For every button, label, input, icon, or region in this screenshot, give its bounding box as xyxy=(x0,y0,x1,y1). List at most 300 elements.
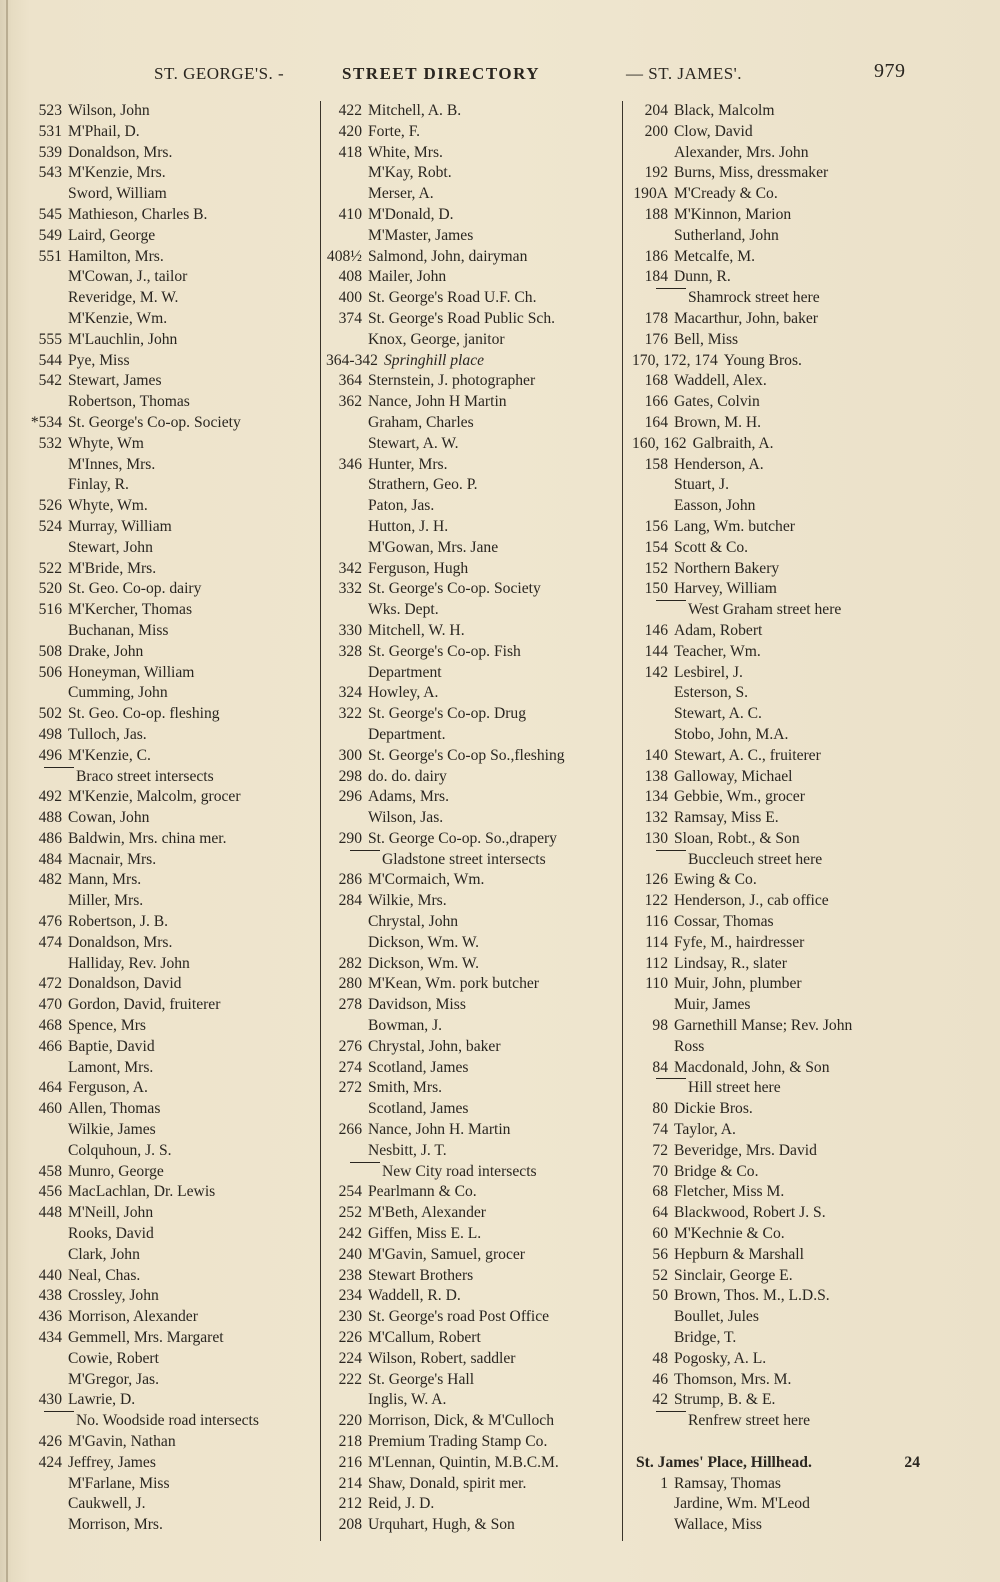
resident-name: Colquhoun, J. S. xyxy=(68,1141,172,1159)
street-intersection-note xyxy=(20,767,320,788)
resident-name: Scotland, James xyxy=(368,1100,469,1118)
resident-name: Jeffrey, James xyxy=(68,1453,156,1471)
house-number: 472 xyxy=(38,975,62,993)
directory-entry xyxy=(326,995,626,1016)
house-number xyxy=(20,1494,68,1515)
directory-entry xyxy=(632,621,932,642)
resident-name: M'Gavin, Samuel, grocer xyxy=(368,1245,525,1263)
directory-entry xyxy=(326,829,626,850)
resident-name: Macnair, Mrs. xyxy=(68,850,157,868)
directory-entry xyxy=(632,1203,932,1224)
house-number xyxy=(20,1515,68,1536)
house-number: 138 xyxy=(644,767,668,785)
dash-rule xyxy=(44,1411,74,1432)
directory-entry xyxy=(632,1286,932,1307)
resident-name: Sinclair, George E. xyxy=(674,1266,793,1284)
directory-entry xyxy=(632,683,932,704)
directory-entry xyxy=(326,1078,626,1099)
directory-entry xyxy=(326,870,626,891)
directory-entry xyxy=(326,1328,626,1349)
resident-name: Mitchell, W. H. xyxy=(368,621,465,639)
house-number: 208 xyxy=(338,1516,362,1534)
resident-name: St. George's road Post Office xyxy=(368,1308,550,1326)
resident-name: Northern Bakery xyxy=(674,559,780,577)
directory-entry xyxy=(20,850,320,871)
house-number xyxy=(20,184,68,205)
resident-name: Stobo, John, M.A. xyxy=(674,725,789,743)
resident-name: Paton, Jas. xyxy=(368,497,435,515)
directory-entry xyxy=(326,288,626,309)
directory-entry xyxy=(632,995,932,1016)
resident-name: Macdonald, John, & Son xyxy=(674,1058,830,1076)
house-number xyxy=(326,808,368,829)
house-number: 492 xyxy=(38,788,62,806)
directory-entry xyxy=(326,309,626,330)
directory-entry xyxy=(632,1099,932,1120)
house-number: 474 xyxy=(38,933,62,951)
house-number xyxy=(20,288,68,309)
house-number: 126 xyxy=(644,871,668,889)
directory-entry xyxy=(326,122,626,143)
resident-name: Ferguson, Hugh xyxy=(368,559,469,577)
house-number: 488 xyxy=(38,809,62,827)
directory-entry xyxy=(632,870,932,891)
house-number: 214 xyxy=(338,1474,362,1492)
resident-name: Inglis, W. A. xyxy=(368,1391,447,1409)
directory-entry xyxy=(632,267,932,288)
directory-entry xyxy=(20,1182,320,1203)
house-number xyxy=(632,995,674,1016)
directory-entry xyxy=(20,559,320,580)
resident-name: M'Bride, Mrs. xyxy=(68,559,157,577)
resident-name: Stewart, John xyxy=(68,538,153,556)
directory-entry xyxy=(20,1515,320,1536)
resident-name: Donaldson, Mrs. xyxy=(68,143,173,161)
resident-name: M'Farlane, Miss xyxy=(68,1474,170,1492)
house-number: 112 xyxy=(645,954,668,972)
resident-name: Stewart, A. C., fruiterer xyxy=(674,746,821,764)
directory-entry xyxy=(326,267,626,288)
directory-entry xyxy=(20,1037,320,1058)
house-number: 282 xyxy=(338,954,362,972)
resident-name: Hunter, Mrs. xyxy=(368,455,448,473)
house-number: 410 xyxy=(338,205,362,223)
directory-entry xyxy=(632,122,932,143)
resident-name: Dickson, Wm. W. xyxy=(368,954,480,972)
resident-name: Stewart, A. C. xyxy=(674,705,762,723)
directory-entry xyxy=(326,1245,626,1266)
directory-entry xyxy=(20,1453,320,1474)
directory-entry xyxy=(326,1224,626,1245)
directory-entry xyxy=(20,1245,320,1266)
house-number xyxy=(326,330,368,351)
house-number: 448 xyxy=(38,1204,62,1222)
resident-name: St. George's Co-op. Drug xyxy=(368,705,527,723)
resident-name: Burns, Miss, dressmaker xyxy=(674,164,829,182)
resident-name: Hepburn & Marshall xyxy=(674,1245,804,1263)
house-number xyxy=(326,1141,368,1162)
house-number: 238 xyxy=(338,1266,362,1284)
resident-name: Gordon, David, fruiterer xyxy=(68,996,221,1014)
directory-entry xyxy=(20,1474,320,1495)
directory-entry xyxy=(326,683,626,704)
house-number xyxy=(326,600,368,621)
directory-entry xyxy=(326,1432,626,1453)
house-number: 332 xyxy=(338,580,362,598)
directory-entry xyxy=(632,808,932,829)
resident-name: St. George's Hall xyxy=(368,1370,475,1388)
resident-name: Gemmell, Mrs. Margaret xyxy=(68,1329,224,1347)
house-number: 362 xyxy=(338,393,362,411)
house-number: 164 xyxy=(644,413,668,431)
directory-entry xyxy=(632,579,932,600)
house-number xyxy=(326,933,368,954)
house-number: 212 xyxy=(338,1495,362,1513)
resident-name: St. George's Co-op. Society xyxy=(68,413,241,431)
directory-entry xyxy=(326,600,626,621)
directory-entry xyxy=(632,1474,932,1495)
resident-name: Baptie, David xyxy=(68,1037,155,1055)
directory-entry xyxy=(632,247,932,268)
resident-name: Ross xyxy=(674,1037,705,1055)
house-number: 140 xyxy=(644,746,668,764)
directory-entry xyxy=(326,974,626,995)
resident-name: Waddell, R. D. xyxy=(368,1287,461,1305)
resident-name: M'Master, James xyxy=(368,226,474,244)
resident-name: Chrystal, John xyxy=(368,913,459,931)
house-number: 72 xyxy=(652,1141,668,1159)
house-number xyxy=(326,912,368,933)
resident-name: Gebbie, Wm., grocer xyxy=(674,788,805,806)
street-intersection-note xyxy=(632,288,932,309)
resident-name: Robertson, J. B. xyxy=(68,913,169,931)
resident-name: Reid, J. D. xyxy=(368,1495,435,1513)
house-number: 468 xyxy=(38,1017,62,1035)
resident-name: Nance, John H Martin xyxy=(368,393,507,411)
house-number: 50 xyxy=(652,1287,668,1305)
house-number: 551 xyxy=(38,247,62,265)
resident-name: Hutton, J. H. xyxy=(368,517,449,535)
house-number xyxy=(20,267,68,288)
resident-name: Pye, Miss xyxy=(68,351,130,369)
resident-name: Murray, William xyxy=(68,517,172,535)
resident-name: Alexander, Mrs. John xyxy=(674,143,809,161)
house-number: 222 xyxy=(338,1370,362,1388)
resident-name: Morrison, Mrs. xyxy=(68,1516,163,1534)
house-number xyxy=(326,663,368,684)
resident-name: Gates, Colvin xyxy=(674,393,760,411)
dash-rule xyxy=(44,767,74,788)
house-number: 520 xyxy=(38,580,62,598)
house-number: 114 xyxy=(645,933,668,951)
street-note-text: Gladstone street intersects xyxy=(382,850,546,868)
house-number: 542 xyxy=(38,372,62,390)
directory-entry xyxy=(326,1390,626,1411)
directory-entry xyxy=(20,538,320,559)
house-number: 176 xyxy=(644,330,668,348)
directory-entry xyxy=(632,1370,932,1391)
house-number: 154 xyxy=(644,538,668,556)
house-number xyxy=(326,538,368,559)
resident-name: Miller, Mrs. xyxy=(68,892,144,910)
resident-name: Lesbirel, J. xyxy=(674,663,743,681)
house-number: 545 xyxy=(38,205,62,223)
directory-entry xyxy=(20,205,320,226)
directory-entry xyxy=(20,912,320,933)
house-number: 300 xyxy=(338,746,362,764)
resident-name: Blackwood, Robert J. S. xyxy=(674,1204,826,1222)
resident-name: Finlay, R. xyxy=(68,476,129,494)
house-number: 168 xyxy=(644,372,668,390)
house-number: 466 xyxy=(38,1037,62,1055)
directory-entry xyxy=(326,1286,626,1307)
directory-entry xyxy=(326,954,626,975)
house-number: 152 xyxy=(644,559,668,577)
directory-entry xyxy=(632,746,932,767)
house-number: 280 xyxy=(338,975,362,993)
resident-name: Cumming, John xyxy=(68,684,168,702)
directory-entry xyxy=(632,184,932,205)
resident-name: Shaw, Donald, spirit mer. xyxy=(368,1474,527,1492)
resident-name: White, Mrs. xyxy=(368,143,443,161)
directory-entry xyxy=(20,475,320,496)
directory-entry xyxy=(326,101,626,122)
house-number xyxy=(326,517,368,538)
directory-entry xyxy=(326,1411,626,1432)
resident-name: M'Beth, Alexander xyxy=(368,1204,487,1222)
resident-name: St. George's Road U.F. Ch. xyxy=(368,289,537,307)
house-number: 342 xyxy=(338,559,362,577)
resident-name: Black, Malcolm xyxy=(674,102,775,119)
resident-name: Adam, Robert xyxy=(674,621,763,639)
directory-entry xyxy=(20,413,320,434)
directory-entry xyxy=(20,600,320,621)
directory-entry xyxy=(632,143,932,164)
resident-name: Donaldson, Mrs. xyxy=(68,933,173,951)
resident-name: Tulloch, Jas. xyxy=(68,725,147,743)
directory-entry xyxy=(326,517,626,538)
house-number: 230 xyxy=(338,1308,362,1326)
directory-entry xyxy=(20,954,320,975)
directory-entry xyxy=(632,1224,932,1245)
directory-entry xyxy=(20,1058,320,1079)
house-number: 132 xyxy=(644,809,668,827)
directory-entry xyxy=(20,247,320,268)
resident-name: Pogosky, A. L. xyxy=(674,1349,767,1367)
resident-name: Beveridge, Mrs. David xyxy=(674,1141,817,1159)
directory-entry xyxy=(326,143,626,164)
resident-name: M'Callum, Robert xyxy=(368,1329,481,1347)
house-number: 166 xyxy=(644,393,668,411)
house-number xyxy=(632,683,674,704)
resident-name: Laird, George xyxy=(68,226,156,244)
house-number xyxy=(632,1494,674,1515)
directory-entry xyxy=(632,954,932,975)
resident-name: M'Kenzie, C. xyxy=(68,746,151,764)
resident-name: Strathern, Geo. P. xyxy=(368,476,478,494)
directory-entry xyxy=(326,1474,626,1495)
directory-entry xyxy=(326,1515,626,1536)
directory-entry xyxy=(326,1141,626,1162)
directory-entry xyxy=(20,787,320,808)
directory-entry xyxy=(326,787,626,808)
house-number xyxy=(20,455,68,476)
directory-entry xyxy=(326,475,626,496)
directory-entry xyxy=(326,642,626,663)
resident-name: Hamilton, Mrs. xyxy=(68,247,164,265)
directory-entry xyxy=(20,288,320,309)
directory-entry xyxy=(326,392,626,413)
house-number: 440 xyxy=(38,1266,62,1284)
resident-name: M'Kay, Robt. xyxy=(368,164,452,182)
directory-entry xyxy=(326,1370,626,1391)
directory-entry xyxy=(326,933,626,954)
street-intersection-note xyxy=(632,1078,932,1099)
directory-entry xyxy=(20,870,320,891)
resident-name: Macarthur, John, baker xyxy=(674,309,818,327)
directory-entry xyxy=(632,1349,932,1370)
directory-entry xyxy=(632,351,932,372)
directory-entry xyxy=(20,517,320,538)
directory-entry xyxy=(632,1141,932,1162)
street-note-text: West Graham street here xyxy=(688,601,842,619)
dash-rule xyxy=(656,288,686,309)
directory-entry xyxy=(632,891,932,912)
street-intersection-note xyxy=(632,850,932,871)
resident-name: Baldwin, Mrs. china mer. xyxy=(68,829,227,847)
resident-name: Bowman, J. xyxy=(368,1017,443,1035)
house-number: 438 xyxy=(38,1287,62,1305)
house-number: 218 xyxy=(338,1433,362,1450)
directory-entry xyxy=(20,371,320,392)
house-number: 158 xyxy=(644,455,668,473)
directory-entry xyxy=(20,163,320,184)
resident-name: St. George's Co-op. Fish xyxy=(368,642,521,660)
house-number: 226 xyxy=(338,1329,362,1347)
resident-name: Forte, F. xyxy=(368,122,421,140)
house-number: 122 xyxy=(644,892,668,910)
resident-name: Harvey, William xyxy=(674,580,777,598)
resident-name: Easson, John xyxy=(674,497,756,515)
house-number: 496 xyxy=(38,746,62,764)
house-number: 224 xyxy=(338,1349,362,1367)
resident-name: Esterson, S. xyxy=(674,684,749,702)
section-heading xyxy=(632,1453,932,1474)
directory-entry xyxy=(632,1245,932,1266)
street-intersection-note xyxy=(326,850,626,871)
resident-name: Department xyxy=(368,663,442,681)
house-number xyxy=(326,496,368,517)
directory-entry xyxy=(20,1494,320,1515)
resident-name: M'Gregor, Jas. xyxy=(68,1370,159,1388)
house-number: 296 xyxy=(338,788,362,806)
resident-name: Jardine, Wm. M'Leod xyxy=(674,1495,810,1513)
house-number: 144 xyxy=(644,642,668,660)
directory-entry xyxy=(632,725,932,746)
street-intersection-note xyxy=(326,1162,626,1183)
house-number xyxy=(326,1099,368,1120)
resident-name: Graham, Charles xyxy=(368,413,474,431)
house-number: 240 xyxy=(338,1245,362,1263)
house-number xyxy=(20,1370,68,1391)
directory-entry xyxy=(20,829,320,850)
house-number: 42 xyxy=(652,1391,668,1409)
street-note-text: Buccleuch street here xyxy=(688,850,823,868)
house-number: 298 xyxy=(338,767,362,785)
resident-name: Ramsay, Miss E. xyxy=(674,809,779,827)
house-number: 170, 172, 174 xyxy=(632,351,718,369)
house-number: 200 xyxy=(644,122,668,140)
house-number xyxy=(20,538,68,559)
directory-entry xyxy=(20,309,320,330)
directory-entry xyxy=(632,413,932,434)
resident-name: St. George Co-op. So.,drapery xyxy=(368,829,557,847)
house-number xyxy=(632,1515,674,1536)
resident-name: Robertson, Thomas xyxy=(68,393,190,411)
house-number: 400 xyxy=(338,289,362,307)
resident-name: Knox, George, janitor xyxy=(368,330,505,348)
house-number: 364-342 xyxy=(326,351,378,369)
house-number xyxy=(632,725,674,746)
directory-entry xyxy=(20,143,320,164)
house-number: 458 xyxy=(38,1162,62,1180)
house-number: 278 xyxy=(338,996,362,1014)
resident-name: Adams, Mrs. xyxy=(368,788,449,806)
house-number: 56 xyxy=(652,1245,668,1263)
directory-entry xyxy=(20,267,320,288)
resident-name: M'Kean, Wm. pork butcher xyxy=(368,975,539,993)
directory-entry xyxy=(632,829,932,850)
resident-name: Reveridge, M. W. xyxy=(68,289,179,307)
resident-name: Sternstein, J. photographer xyxy=(368,372,536,390)
resident-name: St. George's Co-op So.,fleshing xyxy=(368,746,565,764)
dash-rule xyxy=(656,1411,686,1432)
directory-entry xyxy=(632,1432,932,1453)
house-number: 186 xyxy=(644,247,668,265)
house-number: 284 xyxy=(338,892,362,910)
resident-name: M'Kercher, Thomas xyxy=(68,601,193,619)
directory-entry xyxy=(632,163,932,184)
resident-name: M'Innes, Mrs. xyxy=(68,455,156,473)
house-number: 434 xyxy=(38,1329,62,1347)
house-number xyxy=(20,309,68,330)
house-number xyxy=(326,184,368,205)
house-number: 486 xyxy=(38,829,62,847)
resident-name: St. George's Co-op. Society xyxy=(368,580,541,598)
directory-entry xyxy=(20,891,320,912)
house-number xyxy=(20,1120,68,1141)
resident-name: Brown, Thos. M., L.D.S. xyxy=(674,1287,830,1305)
street-intersection-note xyxy=(632,600,932,621)
directory-entry xyxy=(632,1328,932,1349)
column-3 xyxy=(632,101,932,1536)
directory-entry xyxy=(20,1370,320,1391)
house-number: 276 xyxy=(338,1037,362,1055)
header-right: — ST. JAMES'. xyxy=(626,64,742,83)
resident-name: M'Gavin, Nathan xyxy=(68,1433,176,1450)
directory-entry xyxy=(326,808,626,829)
directory-entry xyxy=(632,559,932,580)
house-number: 426 xyxy=(38,1433,62,1450)
header-title: STREET DIRECTORY xyxy=(342,64,541,83)
house-number: 98 xyxy=(652,1017,668,1035)
directory-entry xyxy=(326,371,626,392)
house-number: 364 xyxy=(338,372,362,390)
directory-entry xyxy=(20,621,320,642)
column-divider xyxy=(320,101,321,1541)
directory-entry xyxy=(20,808,320,829)
house-number: 544 xyxy=(38,351,62,369)
